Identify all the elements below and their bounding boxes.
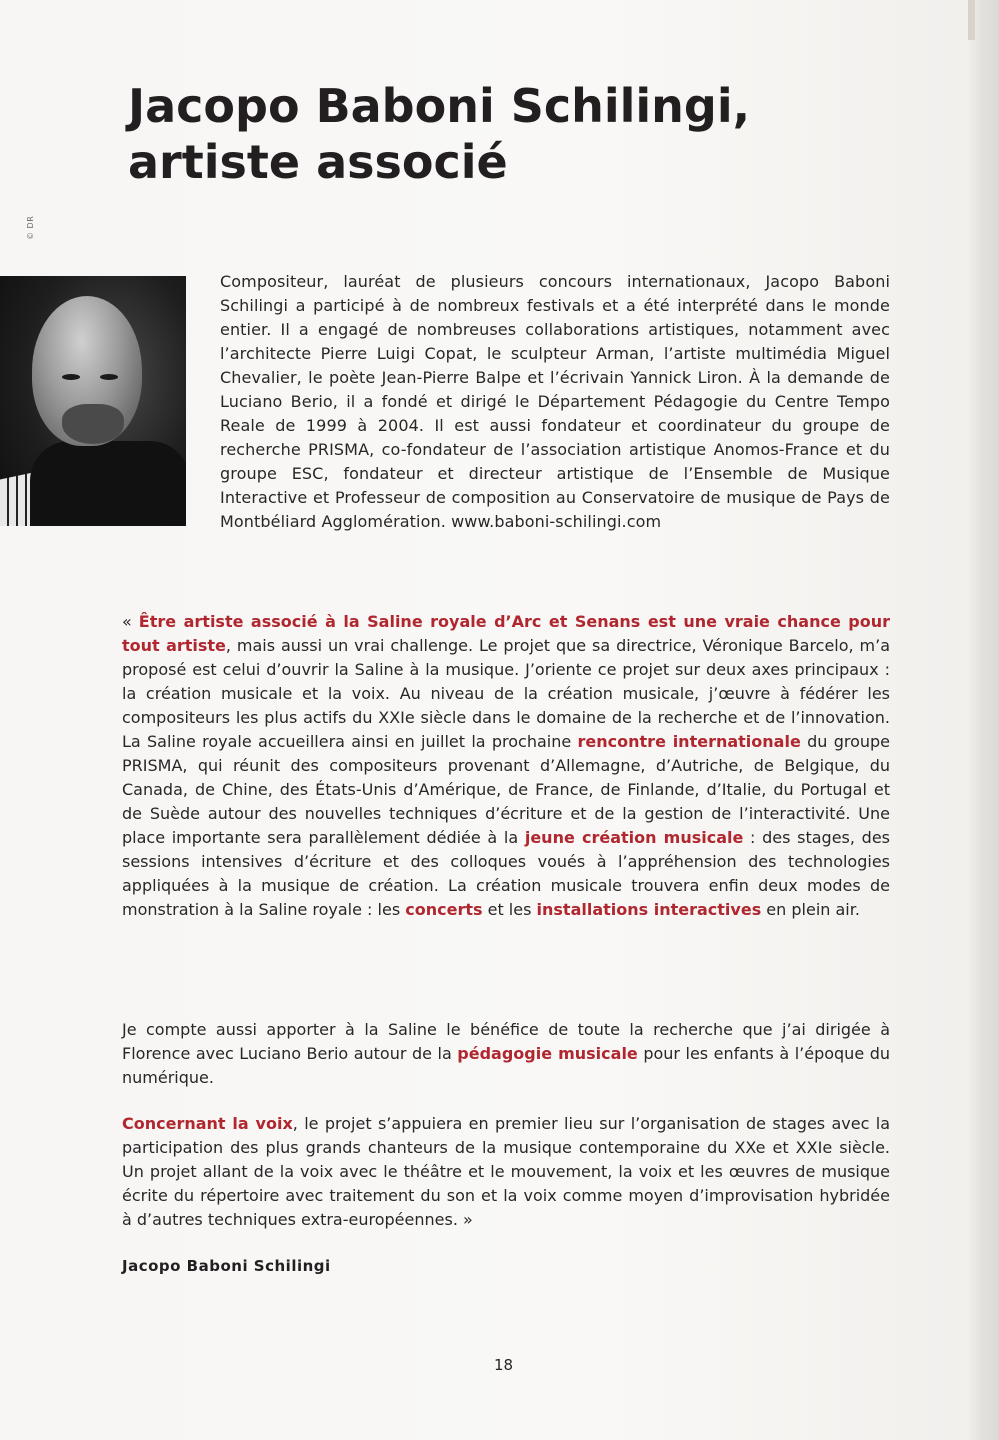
quote-text: du groupe PRISMA, qui réunit des compositeurs provenant d’Allemagne, d’Autriche, de Belgique, du Canada, de Chine, des États-Unis d’Amérique, de France, de Finlande, d’Italie, du Portugal et de Suède autour des nouvelles techniques d’écriture et de la gestion de l’interactivité. Une place importante sera parallèlement dédiée à la xyxy=(122,732,891,847)
photo-credit: © DR xyxy=(26,215,35,240)
quote-paragraph-2 xyxy=(122,1018,890,1090)
page-number: 18 xyxy=(494,1356,514,1374)
portrait-eye-right xyxy=(100,374,118,380)
quote-text: : des stages, des sessions intensives d’écriture et des colloques voués à l’appréhension des technologies appliquées à la musique de création. La création musicale trouvera enfin deux modes de monstration à la Saline royale : les xyxy=(122,828,891,919)
quote-text: et les xyxy=(482,900,537,919)
page-edge-shadow xyxy=(969,0,999,1440)
quote-text: Je compte aussi apporter à la Saline le bénéfice de toute la recherche que j’ai dirigée à Florence avec Luciano Berio autour de la xyxy=(122,1020,890,1063)
portrait-beard xyxy=(62,404,124,444)
page-title xyxy=(128,78,750,190)
highlight-voix: Concernant la voix xyxy=(122,1114,293,1133)
quote-paragraph-3 xyxy=(122,1112,890,1232)
biography-paragraph: Compositeur, lauréat de plusieurs concours internationaux, Jacopo Baboni Schilingi a participé à de nombreux festivals et a été interprété dans le monde entier. Il a engagé de nombreuses collaborations artistiques, notamment avec l’architecte Pierre Luigi Copat, le sculpteur Arman, l’artiste multimédia Miguel Chevalier, le poète Jean-Pierre Balpe et l’écrivain Yannick Liron. À la demande de Luciano Berio, il a fondé et dirigé le Département Pédagogie du Centre Tempo Reale de 1999 à 2004. Il est aussi fondateur et coordinateur du groupe de recherche PRISMA, co-fondateur de l’association artistique Anomos-France et du groupe ESC, fondateur et directeur artistique de l’Ensemble de Musique Interactive et Professeur de composition au Conservatoire de musique de Pays de Montbéliard Agglomération. www.baboni-schilingi.com xyxy=(220,272,890,531)
quote-text: , le projet s’appuiera en premier lieu sur l’organisation de stages avec la participation des plus grands chanteurs de la musique contemporaine du XXe et XXIe siècle. Un projet allant de la voix avec le théâtre et le mouvement, la voix et les œuvres de musique écrite du répertoire avec traitement du son et la voix comme moyen d’improvisation hybridée à d’autres techniques extra-européennes. » xyxy=(122,1114,891,1229)
highlight-concerts: concerts xyxy=(405,900,483,919)
highlight-pedagogie: pédagogie musicale xyxy=(457,1044,638,1063)
quote-text: pour les enfants à l’époque du numérique. xyxy=(122,1044,890,1087)
portrait-body xyxy=(30,441,186,526)
quote-text: « xyxy=(122,612,139,631)
title-line-1: Jacopo Baboni Schilingi, xyxy=(128,79,751,133)
highlight-jeune-creation: jeune création musicale xyxy=(524,828,744,847)
quote-text: , mais aussi un vrai challenge. Le projet que sa directrice, Véronique Barcelo, m’a proposé est celui d’ouvrir la Saline à la musique. J’oriente ce projet sur deux axes principaux : la création musicale et la voix. Au niveau de la création musicale, j’œuvre à fédérer les compositeurs les plus actifs du XXIe siècle dans le domaine de la recherche et de l’innovation. La Saline royale accueillera ainsi en juillet la prochaine xyxy=(122,636,891,751)
highlight-rencontre-internationale: rencontre internationale xyxy=(577,732,801,751)
portrait-photo xyxy=(0,276,186,526)
signature: Jacopo Baboni Schilingi xyxy=(122,1257,331,1275)
highlight-installations: installations interactives xyxy=(536,900,762,919)
title-line-2: artiste associé xyxy=(128,135,508,189)
portrait-eye-left xyxy=(62,374,80,380)
quote-text: en plein air. xyxy=(761,900,860,919)
quote-paragraph-1 xyxy=(122,610,890,922)
page-tab-marker xyxy=(968,0,975,40)
highlight-artist-chance: Être artiste associé à la Saline royale d’Arc et Senans est une vraie chance pour tout artiste xyxy=(122,612,891,655)
